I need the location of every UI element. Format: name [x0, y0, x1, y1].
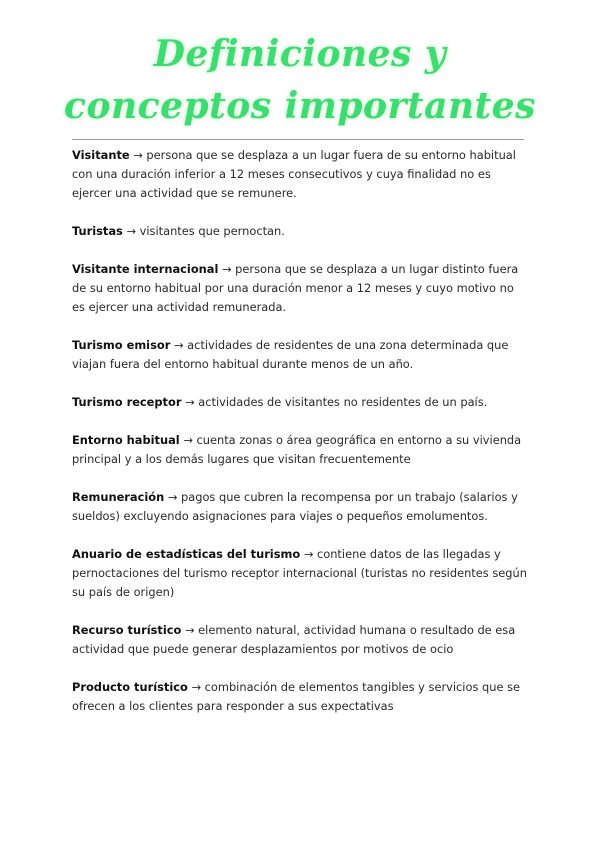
- title-divider: [72, 139, 524, 140]
- definition-text: persona que se desplaza a un lugar fuera de su entorno habitual con una duración inferior a 12 meses consecutivos y cuya finalidad no es ejercer una actividad que se remunere.: [72, 148, 516, 200]
- definition-entry-recurso-turistico: [72, 621, 527, 659]
- definitions-list: [72, 146, 527, 735]
- arrow: →: [184, 623, 195, 637]
- definition-entry-turistas: [72, 222, 527, 241]
- arrow: →: [191, 680, 201, 694]
- definition-text: pagos que cubren la recompensa por un trabajo (salarios y sueldos) excluyendo asignaciones para viajes o pequeños emolumentos.: [72, 490, 518, 523]
- definition-text: combinación de elementos tangibles y servicios que se ofrecen a los clientes para responder a sus expectativas: [72, 680, 521, 713]
- definition-term: Turismo emisor: [72, 338, 171, 352]
- definition-text: contiene datos de las llegadas y pernoctaciones del turismo receptor internacional (turistas no residentes según su país de origen): [72, 547, 527, 599]
- page-title: Definiciones y conceptos importantes: [64, 33, 536, 127]
- definition-entry-entorno-habitual: [72, 431, 527, 469]
- definition-text: elemento natural, actividad humana o resultado de esa actividad que puede generar desplazamientos por motivos de ocio: [72, 623, 516, 656]
- definition-term: Visitante: [72, 148, 130, 162]
- arrow: →: [126, 224, 137, 238]
- definition-text: visitantes que pernoctan.: [139, 224, 285, 238]
- arrow: →: [167, 490, 178, 504]
- definition-text: persona que se desplaza a un lugar distinto fuera de su entorno habitual por una duración menor a 12 meses y cuyo motivo no es ejercer una actividad remunerada.: [72, 262, 519, 314]
- definition-text: actividades de visitantes no residentes de un país.: [198, 395, 488, 409]
- definition-text: cuenta zonas o área geográfica en entorno a su vivienda principal y a los demás lugares que visitan frecuentemente: [72, 433, 522, 466]
- definition-entry-producto-turistico: [72, 678, 527, 716]
- definition-term: Recurso turístico: [72, 623, 182, 637]
- definition-term: Turismo receptor: [72, 395, 182, 409]
- definition-entry-turismo-receptor: [72, 393, 527, 412]
- definition-entry-visitante: [72, 146, 527, 203]
- definition-term: Entorno habitual: [72, 433, 180, 447]
- arrow: →: [303, 547, 314, 561]
- arrow: →: [222, 262, 232, 276]
- definition-term: Producto turístico: [72, 680, 188, 694]
- arrow: →: [183, 433, 193, 447]
- definition-entry-anuario: [72, 545, 527, 602]
- definition-term: Visitante internacional: [72, 262, 219, 276]
- arrow: →: [185, 395, 195, 409]
- definition-entry-turismo-emisor: [72, 336, 527, 374]
- definition-term: Remuneración: [72, 490, 165, 504]
- arrow: →: [173, 338, 184, 352]
- definition-text: actividades de residentes de una zona determinada que viajan fuera del entorno habitual durante menos de un año.: [72, 338, 509, 371]
- definition-term: Turistas: [72, 224, 123, 238]
- definition-entry-remuneracion: [72, 488, 527, 526]
- arrow: →: [133, 148, 143, 162]
- definition-entry-visitante-internacional: [72, 260, 527, 317]
- definition-term: Anuario de estadísticas del turismo: [72, 547, 301, 561]
